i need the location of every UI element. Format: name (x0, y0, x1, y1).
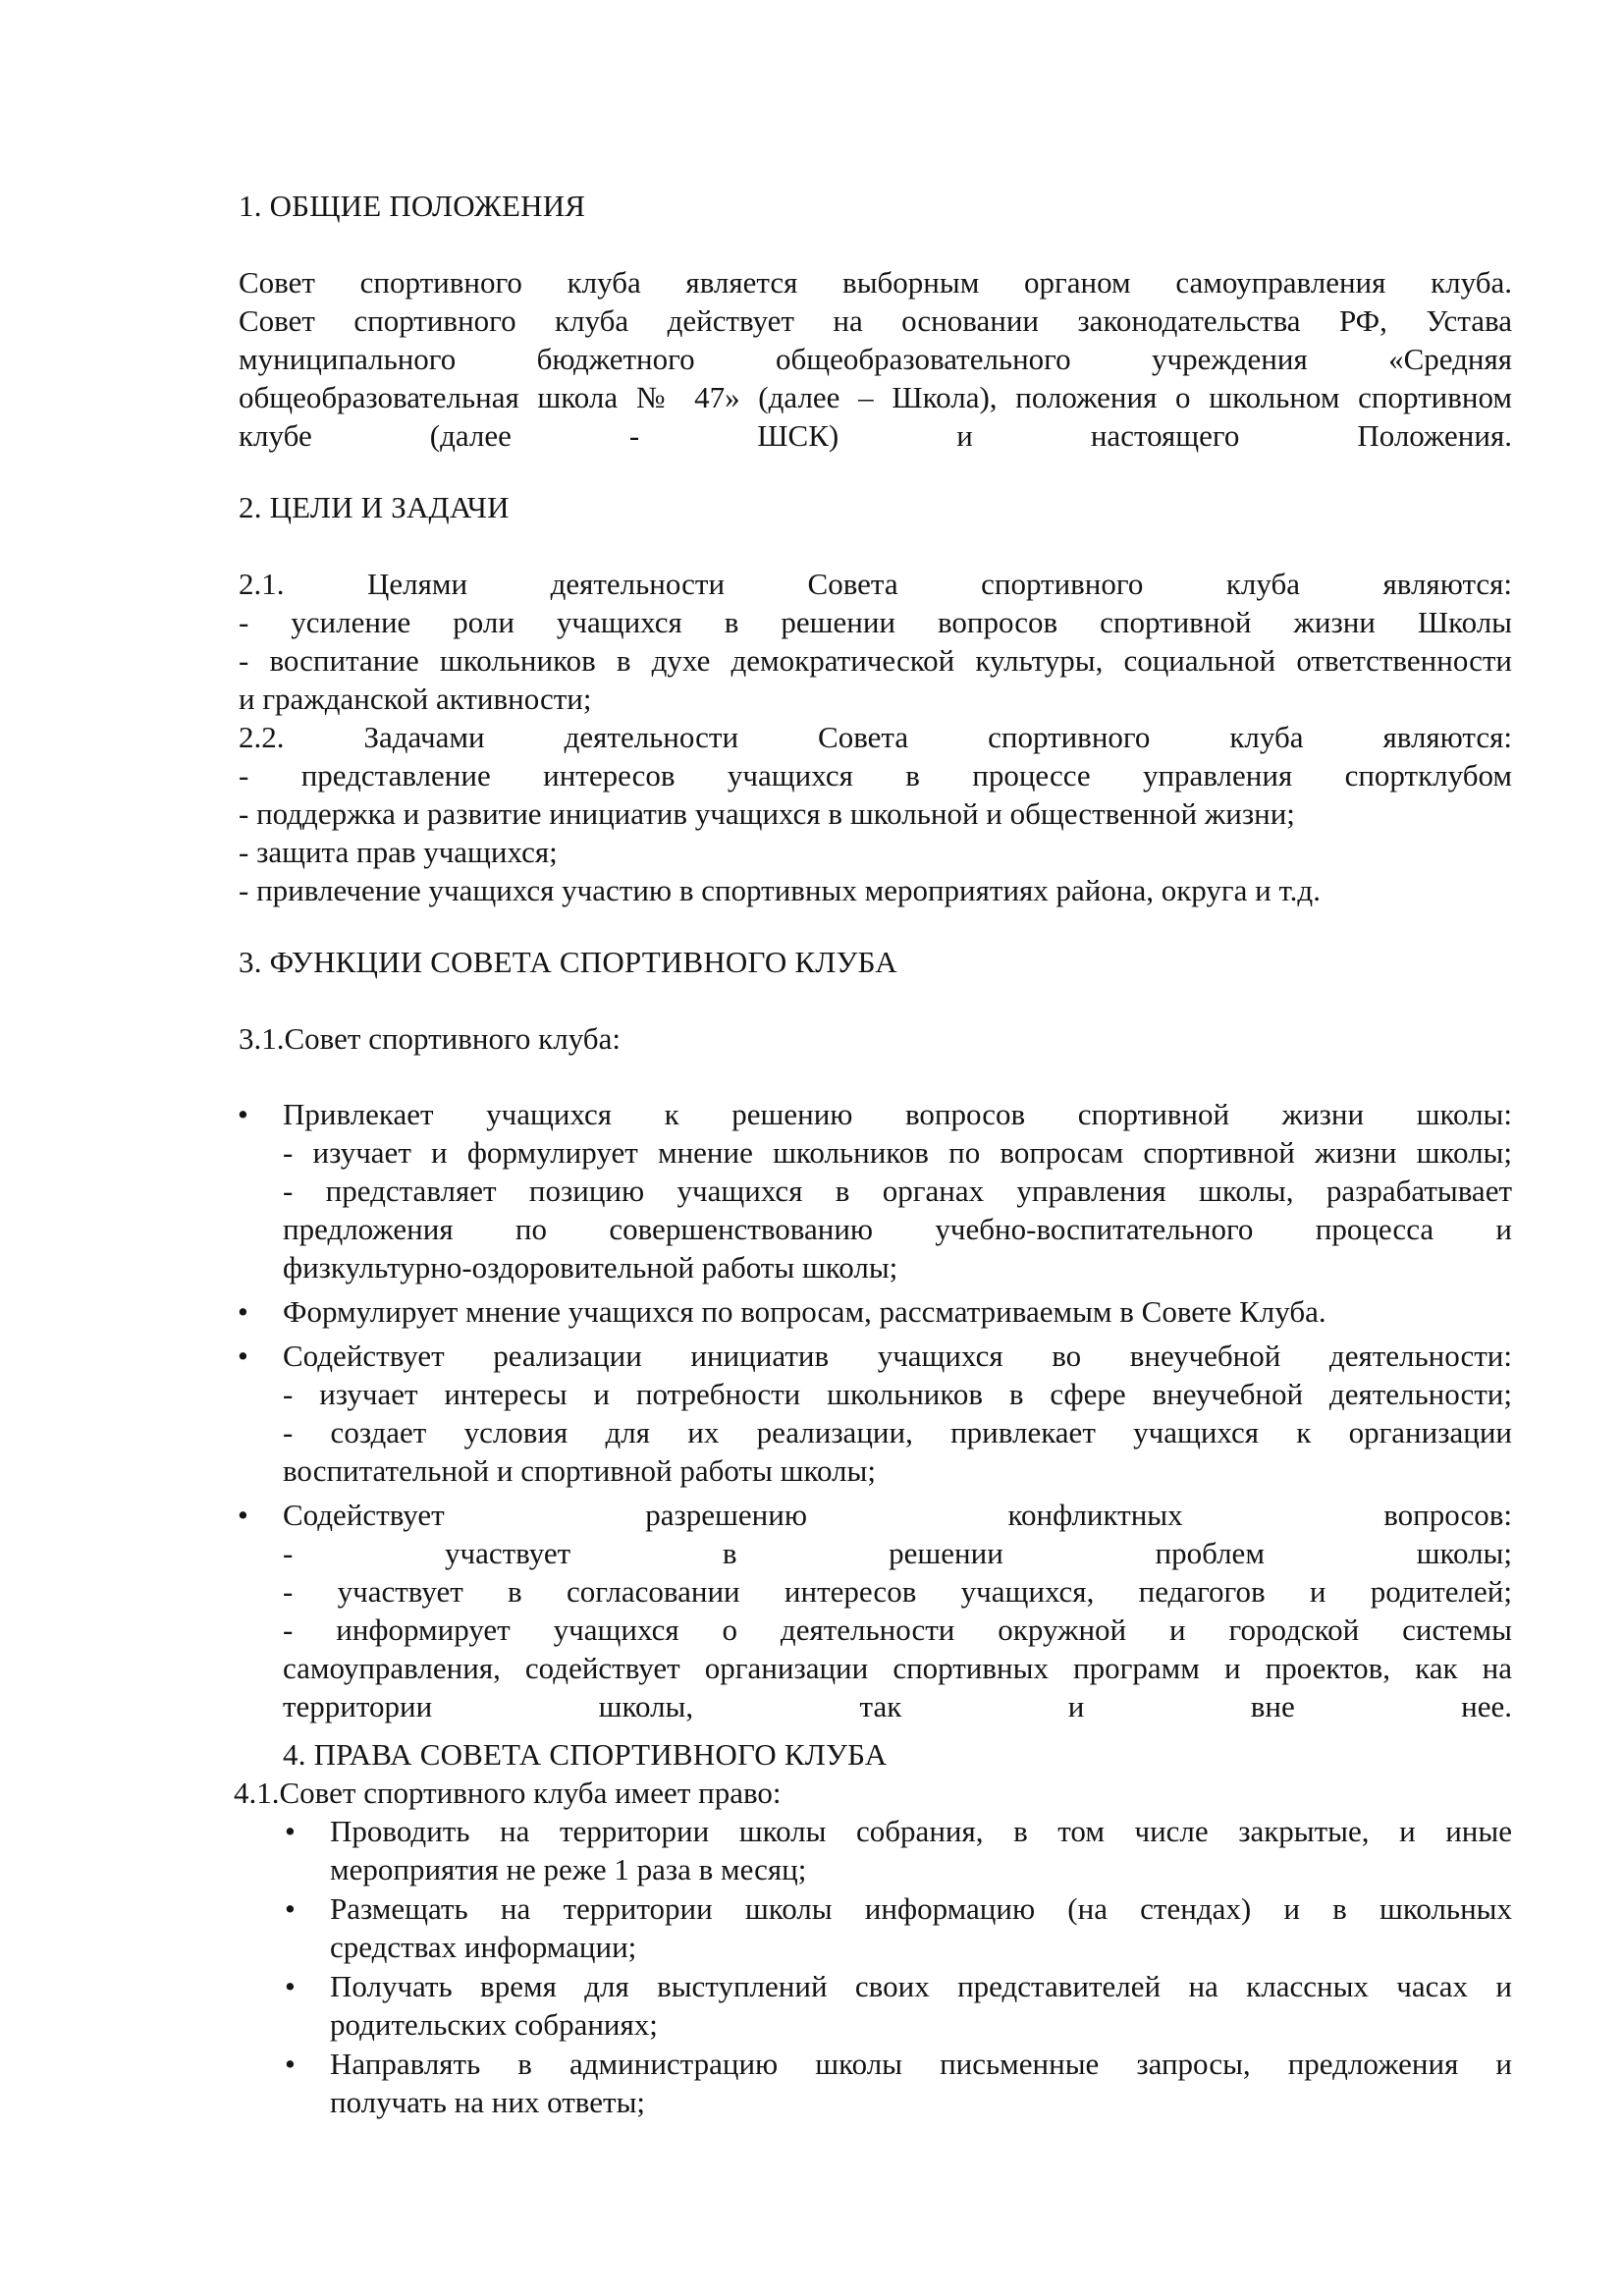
list-item (285, 2045, 1512, 2121)
list-line: Содействует реализации инициатив учащихся во внеучебной деятельности: (283, 1339, 1512, 1373)
list-line: получать на них ответы; (330, 2085, 646, 2119)
section-4-intro: 4.1.Совет спортивного клуба имеет право: (234, 1776, 782, 1810)
section-1-body (239, 263, 1512, 455)
list-line: Получать время для выступлений своих представителей на классных часах и (330, 1969, 1512, 2003)
section-4-bullets (285, 1812, 1512, 2121)
list-line: Размещать на территории школы информацию (на стендах) и в школьных (330, 1891, 1512, 1926)
paragraph-line: - воспитание школьников в духе демократической культуры, социальной ответственности (239, 643, 1512, 678)
list-line: - изучает интересы и потребности школьников в сфере внеучебной деятельности; (283, 1377, 1512, 1411)
paragraph-line: - представление интересов учащихся в процессе управления спортклубом (239, 758, 1512, 793)
list-line: самоуправления, содействует организации спортивных программ и проектов, как на (283, 1651, 1512, 1685)
list-line: мероприятия не реже 1 раза в месяц; (330, 1852, 807, 1886)
list-item (238, 1496, 1512, 1725)
paragraph-line: - защита прав учащихся; (239, 835, 558, 869)
bullet-icon: • (285, 1814, 296, 1848)
section-3-heading: 3. ФУНКЦИИ СОВЕТА СПОРТИВНОГО КЛУБА (239, 945, 897, 979)
paragraph-line: и гражданской активности; (239, 682, 592, 716)
list-line: - представляет позицию учащихся в органах управления школы, разрабатывает (283, 1174, 1512, 1208)
list-item (238, 1337, 1512, 1490)
list-line: физкультурно-оздоровительной работы школы; (283, 1250, 898, 1285)
list-line: Формулирует мнение учащихся по вопросам, рассматриваемым в Совете Клуба. (283, 1294, 1326, 1329)
bullet-icon: • (238, 1498, 248, 1532)
bullet-icon: • (285, 1891, 296, 1926)
bullet-icon: • (238, 1339, 248, 1373)
paragraph-line: клубе (далее - ШСК) и настоящего Положения. (239, 418, 1512, 453)
paragraph-line: Совет спортивного клуба является выборным органом самоуправления клуба. (239, 265, 1512, 300)
bullet-icon: • (238, 1097, 248, 1131)
section-3-intro: 3.1.Совет спортивного клуба: (239, 1021, 621, 1056)
list-line: - участвует в согласовании интересов учащихся, педагогов и родителей; (283, 1574, 1512, 1609)
paragraph-line: общеобразовательная школа № 47» (далее – Школа), положения о школьном спортивном (239, 380, 1512, 414)
bullet-icon: • (285, 1969, 296, 2003)
bullet-icon: • (285, 2047, 296, 2081)
list-line: - участвует в решении проблем школы; (283, 1536, 1512, 1570)
list-item (238, 1292, 1512, 1331)
list-line: - информирует учащихся о деятельности окружной и городской системы (283, 1613, 1512, 1647)
paragraph-line: 2.1. Целями деятельности Совета спортивного клуба являются: (239, 567, 1512, 601)
list-line: средствах информации; (330, 1930, 637, 1964)
paragraph-line: 2.2. Задачами деятельности Совета спортивного клуба являются: (239, 720, 1512, 754)
paragraph-line: - усиление роли учащихся в решении вопросов спортивной жизни Школы (239, 605, 1512, 639)
list-line: предложения по совершенствованию учебно-воспитательного процесса и (283, 1212, 1512, 1246)
list-item (238, 1095, 1512, 1286)
list-line: Направлять в администрацию школы письменные запросы, предложения и (330, 2047, 1512, 2081)
section-3-bullets (238, 1095, 1512, 1725)
list-line: Содействует разрешению конфликтных вопросов: (283, 1498, 1512, 1532)
list-item (285, 1812, 1512, 1888)
list-line: - создает условия для их реализации, привлекает учащихся к организации (283, 1415, 1512, 1449)
section-1-heading: 1. ОБЩИЕ ПОЛОЖЕНИЯ (239, 189, 586, 223)
list-item (285, 1967, 1512, 2044)
list-line: - изучает и формулирует мнение школьников по вопросам спортивной жизни школы; (283, 1135, 1512, 1170)
section-4-heading: 4. ПРАВА СОВЕТА СПОРТИВНОГО КЛУБА (283, 1737, 888, 1772)
paragraph-line: муниципального бюджетного общеобразовательного учреждения «Средняя (239, 342, 1512, 376)
bullet-icon: • (238, 1294, 248, 1329)
list-line: родительских собраниях; (330, 2007, 658, 2042)
paragraph-line: Совет спортивного клуба действует на основании законодательства РФ, Устава (239, 303, 1512, 338)
list-line: территории школы, так и вне нее. (283, 1689, 1512, 1723)
list-item (285, 1889, 1512, 1966)
list-line: Проводить на территории школы собрания, в том числе закрытые, и иные (330, 1814, 1512, 1848)
section-2-heading: 2. ЦЕЛИ И ЗАДАЧИ (239, 490, 510, 524)
paragraph-line: - поддержка и развитие инициатив учащихся в школьной и общественной жизни; (239, 796, 1295, 831)
list-line: Привлекает учащихся к решению вопросов спортивной жизни школы: (283, 1097, 1512, 1131)
paragraph-line: - привлечение учащихся участию в спортивных мероприятиях района, округа и т.д. (239, 873, 1321, 907)
list-line: воспитательной и спортивной работы школы; (283, 1453, 876, 1488)
section-2-body (239, 565, 1512, 909)
